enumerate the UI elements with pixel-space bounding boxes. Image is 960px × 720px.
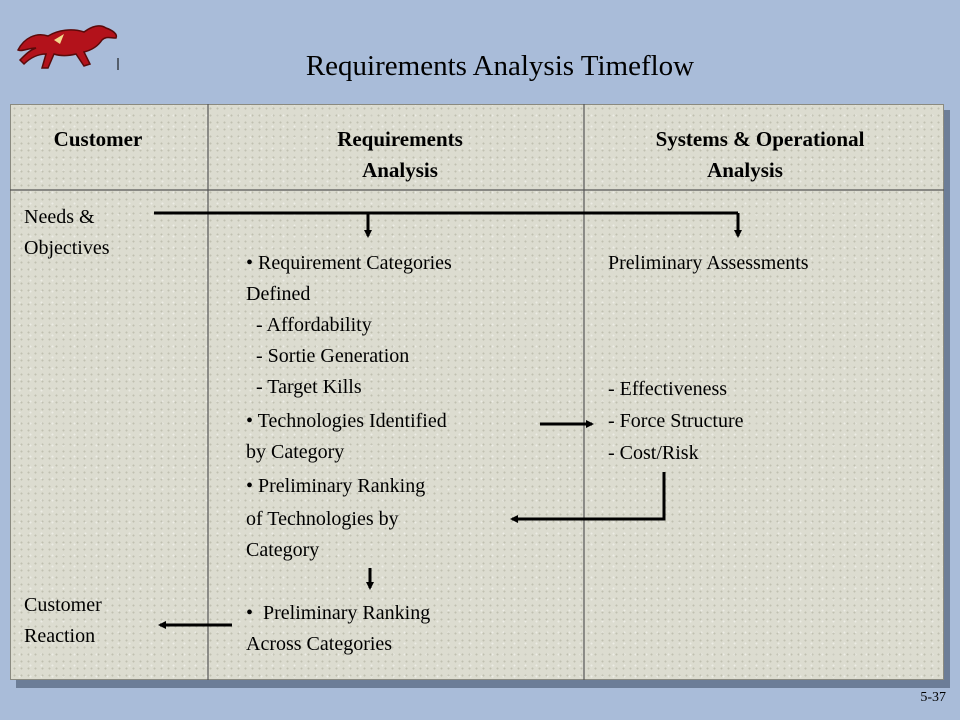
req-line: • Technologies Identified xyxy=(246,410,447,432)
needs-label-line2: Objectives xyxy=(24,237,110,259)
systems-item: - Force Structure xyxy=(608,410,744,432)
header-requirements-line2: Analysis xyxy=(362,158,438,182)
req-line: Category xyxy=(246,539,320,561)
reaction-label-line1: Customer xyxy=(24,594,102,616)
needs-label-line1: Needs & xyxy=(24,206,95,228)
req-line: - Affordability xyxy=(246,314,372,336)
header-customer: Customer xyxy=(53,127,143,151)
req-line: - Target Kills xyxy=(246,376,362,398)
mustang-logo xyxy=(14,20,124,80)
page-number: 5-37 xyxy=(920,690,946,705)
req-line: - Sortie Generation xyxy=(246,345,410,367)
systems-item: - Effectiveness xyxy=(608,378,728,400)
req-final-line1: • Preliminary Ranking xyxy=(246,602,431,624)
slide-title: Requirements Analysis Timeflow xyxy=(305,50,695,82)
diagram-panel xyxy=(10,104,944,680)
header-requirements-line1: Requirements xyxy=(337,127,463,151)
header-systems-line2: Analysis xyxy=(707,158,783,182)
req-line: • Requirement Categories xyxy=(246,252,452,274)
req-line: by Category xyxy=(246,441,345,463)
systems-heading: Preliminary Assessments xyxy=(608,252,809,274)
req-final-line2: Across Categories xyxy=(246,633,393,655)
reaction-label-line2: Reaction xyxy=(24,625,96,647)
req-line: of Technologies by xyxy=(246,508,399,530)
req-line: • Preliminary Ranking xyxy=(246,475,426,497)
systems-item: - Cost/Risk xyxy=(608,442,699,464)
header-systems-line1: Systems & Operational xyxy=(655,127,865,151)
req-line: Defined xyxy=(246,283,311,305)
